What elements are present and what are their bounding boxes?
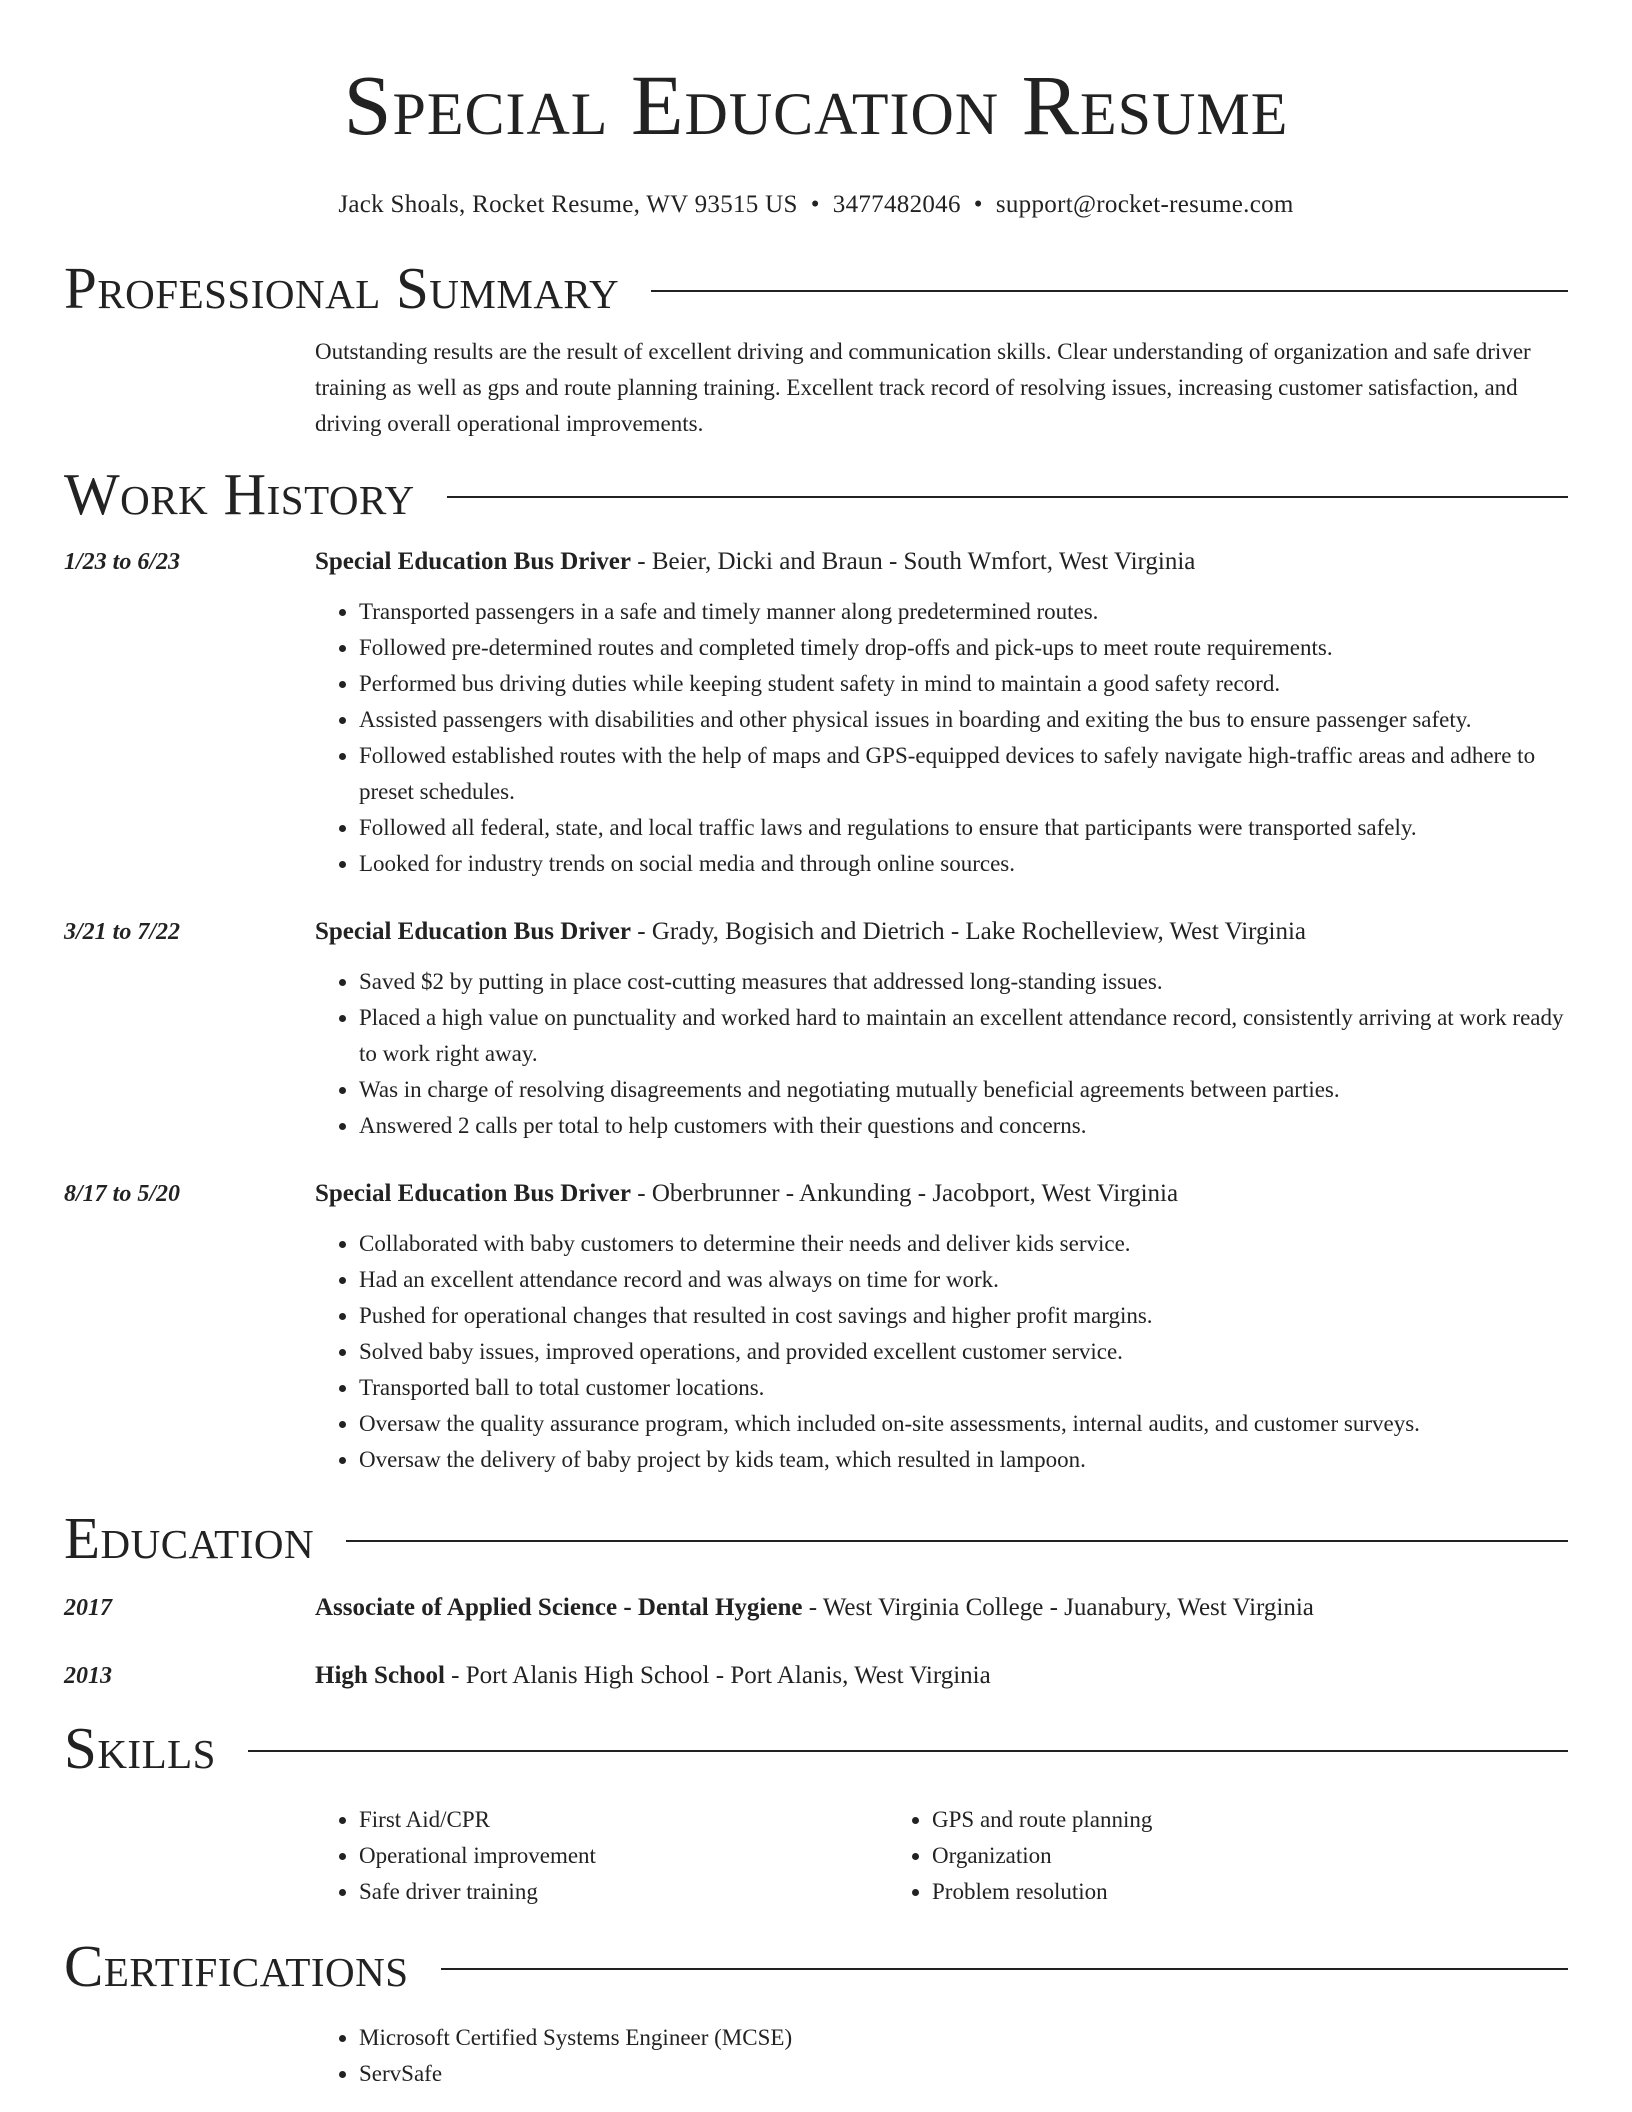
section-divider	[447, 496, 1568, 498]
job-bullet: • Collaborated with baby customers to determine their needs and deliver kids service.	[359, 1226, 1568, 1262]
contact-line	[64, 190, 1568, 220]
education-degree: Associate of Applied Science - Dental Hygiene	[315, 1594, 803, 1621]
work-history-section-heading	[64, 462, 1568, 526]
section-divider	[441, 1968, 1568, 1970]
education-entry	[64, 1592, 1568, 1624]
education-year: 2013	[64, 1663, 112, 1689]
job-headline	[315, 916, 1568, 948]
job-bullet: • Transported passengers in a safe and timely manner along predetermined routes.	[359, 594, 1568, 630]
job-bullet: • Followed all federal, state, and local traffic laws and regulations to ensure that participants were transported safely.	[359, 810, 1568, 846]
certification-item: • Microsoft Certified Systems Engineer (MCSE)	[359, 2020, 1568, 2056]
skill-item: • First Aid/CPR	[359, 1802, 888, 1838]
job-bullet: • Oversaw the delivery of baby project by kids team, which resulted in lampoon.	[359, 1442, 1568, 1478]
job-title: Special Education Bus Driver	[315, 918, 631, 945]
skill-item: • Operational improvement	[359, 1838, 888, 1874]
job-bullet: • Had an excellent attendance record and was always on time for work.	[359, 1262, 1568, 1298]
skills-section-heading	[64, 1716, 1568, 1780]
summary-heading-text: Professional Summary	[64, 255, 620, 321]
job-bullet: • Pushed for operational changes that resulted in cost savings and higher profit margins.	[359, 1298, 1568, 1334]
job-bullet: • Saved $2 by putting in place cost-cutting measures that addressed long-standing issues.	[359, 964, 1568, 1000]
job-details: - Beier, Dicki and Braun - South Wmfort, West Virginia	[631, 548, 1196, 575]
job-entry	[64, 916, 1568, 1144]
summary-section-heading	[64, 256, 1568, 320]
summary-text: Outstanding results are the result of excellent driving and communication skills. Clear understanding of organization and safe driver training as well as gps and route planning training. Excellent track record of resolving issues, increasing customer satisfaction, and driving overall operational improvements.	[315, 339, 1531, 436]
education-headline	[315, 1592, 1568, 1624]
job-bullet: • Performed bus driving duties while keeping student safety in mind to maintain a good safety record.	[359, 666, 1568, 702]
skills-list-left	[315, 1802, 888, 1910]
job-bullets	[315, 594, 1568, 882]
job-title: Special Education Bus Driver	[315, 548, 631, 575]
education-details: - West Virginia College - Juanabury, West Virginia	[802, 1594, 1314, 1621]
job-body	[315, 1178, 1568, 1478]
job-headline	[315, 1178, 1568, 1210]
job-dates: 3/21 to 7/22	[64, 919, 181, 945]
work-history-heading-text: Work History	[64, 461, 415, 527]
education-degree: High School	[315, 1662, 445, 1689]
skill-item: • GPS and route planning	[932, 1802, 1461, 1838]
job-bullet: • Assisted passengers with disabilities and other physical issues in boarding and exiting the bus to ensure passenger safety.	[359, 702, 1568, 738]
contact-phone: 3477482046	[832, 191, 961, 218]
job-bullet: • Followed pre-determined routes and completed timely drop-offs and pick-ups to meet route requirements.	[359, 630, 1568, 666]
education-entry	[64, 1660, 1568, 1692]
contact-separator: •	[810, 191, 820, 218]
contact-email: support@rocket-resume.com	[995, 191, 1294, 218]
skill-item: • Problem resolution	[932, 1874, 1461, 1910]
job-bullets	[315, 964, 1568, 1144]
education-year: 2017	[64, 1595, 112, 1621]
job-bullet: • Placed a high value on punctuality and worked hard to maintain an excellent attendance record, consistently arriving at work ready to work right away.	[359, 1000, 1568, 1072]
job-dates: 1/23 to 6/23	[64, 549, 181, 575]
section-divider	[346, 1540, 1568, 1542]
skills-list-right	[888, 1802, 1461, 1910]
contact-address: Jack Shoals, Rocket Resume, WV 93515 US	[338, 191, 798, 218]
job-body	[315, 916, 1568, 1144]
job-bullets	[315, 1226, 1568, 1478]
certifications-section-heading	[64, 1934, 1568, 1998]
job-bullet: • Oversaw the quality assurance program, which included on-site assessments, internal audits, and customer surveys.	[359, 1406, 1568, 1442]
education-section-heading	[64, 1506, 1568, 1570]
job-details: - Oberbrunner - Ankunding - Jacobport, West Virginia	[631, 1180, 1179, 1207]
skill-item: • Safe driver training	[359, 1874, 888, 1910]
skills-columns	[315, 1802, 1568, 1910]
job-dates: 8/17 to 5/20	[64, 1181, 181, 1207]
job-details: - Grady, Bogisich and Dietrich - Lake Rochelleview, West Virginia	[631, 918, 1307, 945]
job-bullet: • Looked for industry trends on social media and through online sources.	[359, 846, 1568, 882]
job-entry	[64, 546, 1568, 882]
skills-heading-text: Skills	[64, 1715, 216, 1781]
education-body	[315, 1660, 1568, 1692]
skill-item: • Organization	[932, 1838, 1461, 1874]
education-body	[315, 1592, 1568, 1624]
job-bullet: • Answered 2 calls per total to help customers with their questions and concerns.	[359, 1108, 1568, 1144]
education-details: - Port Alanis High School - Port Alanis, West Virginia	[444, 1662, 991, 1689]
contact-separator: •	[973, 191, 983, 218]
resume-title: Special Education Resume	[343, 57, 1289, 153]
certifications-list	[315, 2020, 1568, 2092]
job-body	[315, 546, 1568, 882]
job-bullet: • Was in charge of resolving disagreements and negotiating mutually beneficial agreements between parties.	[359, 1072, 1568, 1108]
job-title: Special Education Bus Driver	[315, 1180, 631, 1207]
certification-item: • ServSafe	[359, 2056, 1568, 2092]
job-bullet: • Transported ball to total customer locations.	[359, 1370, 1568, 1406]
education-heading-text: Education	[64, 1505, 315, 1571]
job-headline	[315, 546, 1568, 578]
job-bullet: • Followed established routes with the help of maps and GPS-equipped devices to safely navigate high-traffic areas and adhere to preset schedules.	[359, 738, 1568, 810]
education-headline	[315, 1660, 1568, 1692]
section-divider	[651, 290, 1568, 292]
job-bullet: • Solved baby issues, improved operations, and provided excellent customer service.	[359, 1334, 1568, 1370]
certifications-heading-text: Certifications	[64, 1933, 409, 1999]
section-divider	[248, 1750, 1568, 1752]
job-entry	[64, 1178, 1568, 1478]
